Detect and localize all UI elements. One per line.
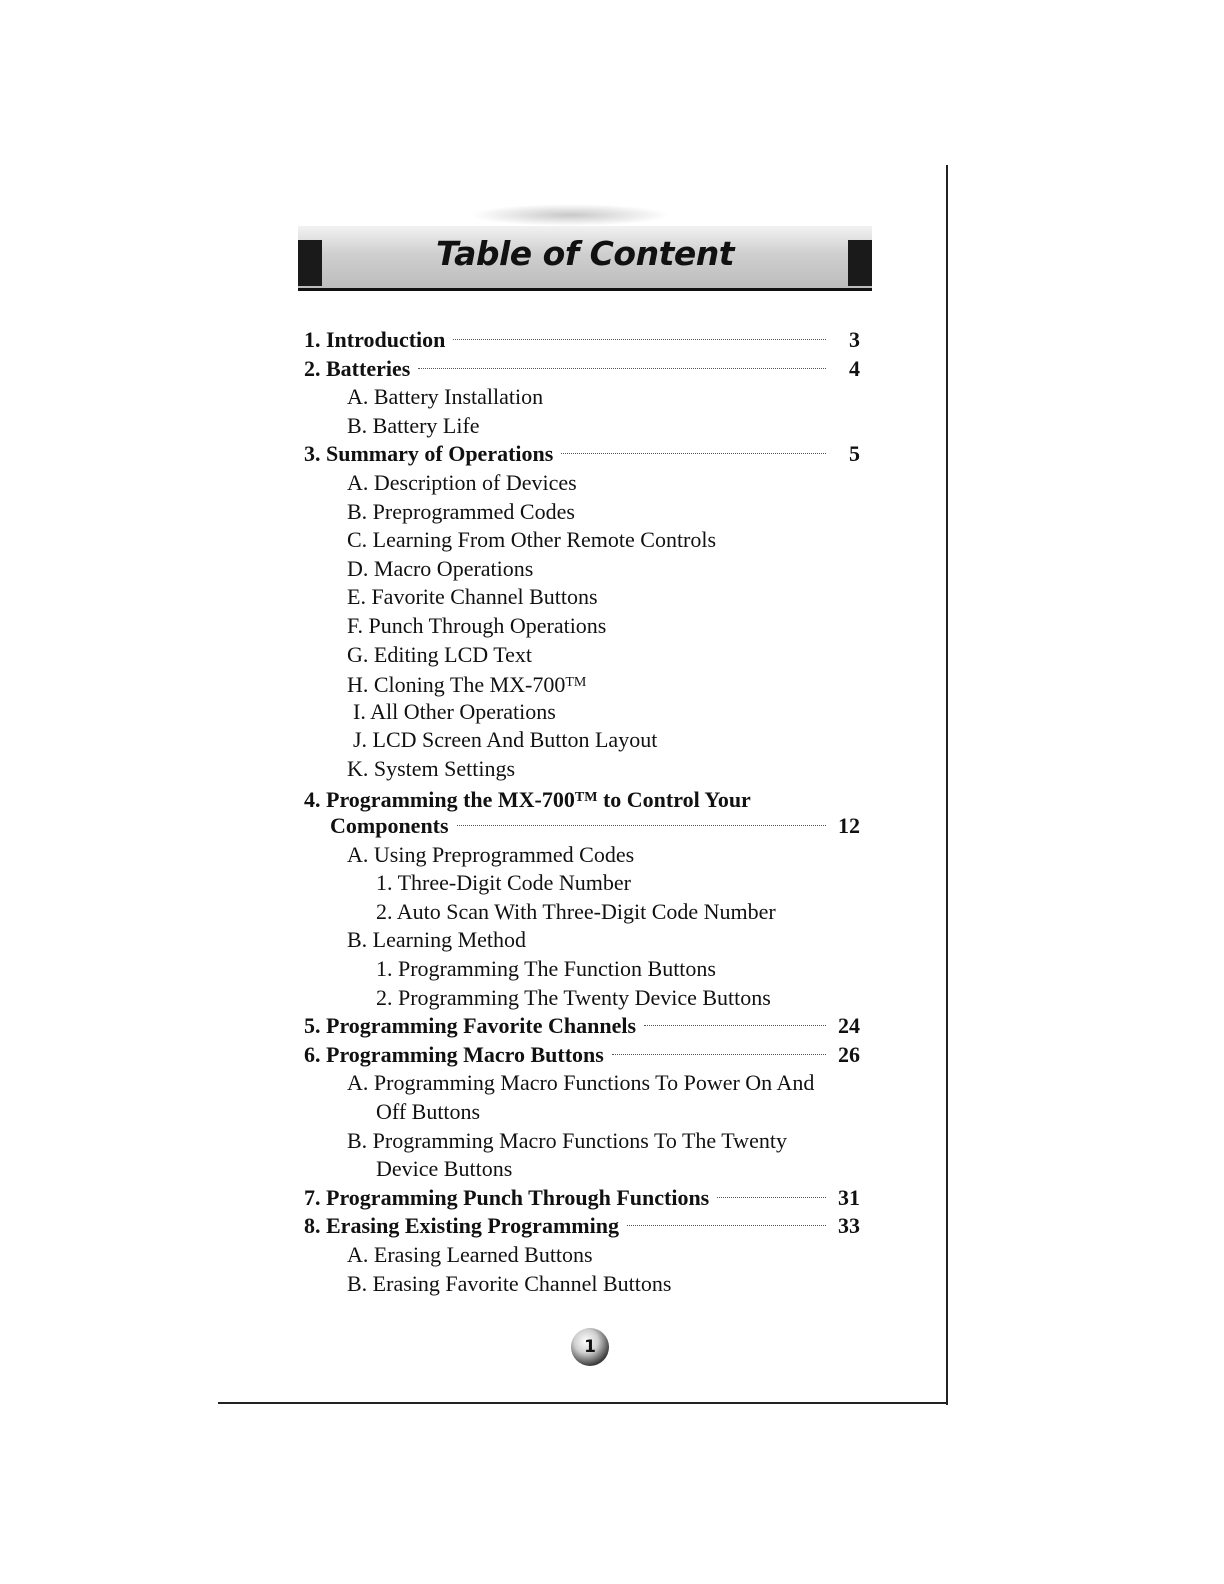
toc-subsubentry[interactable]: 2. Programming The Twenty Device Buttons <box>376 984 771 1010</box>
table-of-contents <box>304 326 860 1298</box>
toc-subentry[interactable]: A. Description of Devices <box>347 469 577 495</box>
toc-entry-4-cont[interactable] <box>304 812 860 841</box>
dot-leader <box>644 1025 826 1026</box>
toc-page-number: 3 <box>849 327 860 352</box>
page-title: Table of Content <box>436 234 734 273</box>
toc-subentry[interactable]: A. Using Preprogrammed Codes <box>347 841 635 867</box>
toc-page-number: 26 <box>838 1041 860 1067</box>
toc-entry-6[interactable] <box>304 1041 860 1070</box>
toc-subentry[interactable]: G. Editing LCD Text <box>347 641 533 667</box>
toc-subentry-cont[interactable]: Device Buttons <box>376 1156 513 1182</box>
toc-entry-7[interactable] <box>304 1184 860 1213</box>
toc-subentry[interactable]: A. Programming Macro Functions To Power On And <box>347 1070 815 1096</box>
dot-leader <box>627 1225 826 1226</box>
toc-subentry[interactable]: B. Battery Life <box>347 412 480 438</box>
title-banner <box>298 226 872 291</box>
toc-subsubentry[interactable]: 1. Three-Digit Code Number <box>376 870 631 896</box>
toc-subentry[interactable]: K. System Settings <box>347 755 516 781</box>
toc-page-number: 12 <box>838 813 860 839</box>
toc-entry-8[interactable] <box>304 1212 860 1241</box>
toc-subentry[interactable]: D. Macro Operations <box>347 555 534 581</box>
toc-subentry[interactable]: C. Learning From Other Remote Controls <box>347 527 717 553</box>
toc-page-number: 24 <box>838 1013 860 1039</box>
page-trim-right <box>946 165 948 1405</box>
toc-subentry[interactable]: F. Punch Through Operations <box>347 612 607 638</box>
toc-subsubentry[interactable]: 1. Programming The Function Buttons <box>376 956 716 982</box>
toc-entry-3[interactable] <box>304 440 860 469</box>
toc-subsubentry[interactable]: 2. Auto Scan With Three-Digit Code Number <box>376 898 776 924</box>
toc-page-number: 4 <box>849 355 860 381</box>
toc-page-number: 31 <box>838 1184 860 1210</box>
title-glow <box>470 204 670 226</box>
toc-subentry[interactable]: B. Learning Method <box>347 927 527 953</box>
dot-leader <box>453 339 826 340</box>
toc-subentry[interactable]: J. LCD Screen And Button Layout <box>353 727 658 753</box>
toc-entry-label: 4. Programming the MX-700 <box>304 786 575 812</box>
toc-entry-label: 3. Summary of Operations <box>304 441 554 467</box>
toc-subentry[interactable]: B. Preprogrammed Codes <box>347 498 575 524</box>
page-number: 1 <box>584 1337 596 1357</box>
toc-entry-label: 5. Programming Favorite Channels <box>304 1013 637 1039</box>
toc-subentry[interactable]: A. Erasing Learned Buttons <box>347 1242 593 1267</box>
toc-subentry[interactable]: A. Battery Installation <box>347 384 544 410</box>
toc-subentry[interactable] <box>304 669 860 698</box>
toc-subentry-label: H. Cloning The MX-700 <box>347 672 566 698</box>
page-trim-bottom <box>218 1402 948 1404</box>
dot-leader <box>457 825 826 826</box>
toc-entry-label: 8. Erasing Existing Programming <box>304 1213 619 1239</box>
toc-subentry[interactable]: I. All Other Operations <box>353 698 556 724</box>
toc-subentry[interactable]: B. Erasing Favorite Channel Buttons <box>347 1270 672 1296</box>
toc-page-number: 5 <box>849 441 860 467</box>
toc-subentry[interactable]: E. Favorite Channel Buttons <box>347 584 598 610</box>
toc-entry-label: 2. Batteries <box>304 355 411 381</box>
trademark-mark: TM <box>574 789 598 805</box>
toc-page-number: 33 <box>838 1213 860 1239</box>
toc-entry-label: 1. Introduction <box>304 327 446 352</box>
page-number-badge <box>571 1328 609 1366</box>
dot-leader <box>612 1054 826 1055</box>
toc-subentry-cont[interactable]: Off Buttons <box>376 1099 481 1125</box>
dot-leader <box>717 1197 826 1198</box>
toc-entry-label: 6. Programming Macro Buttons <box>304 1041 604 1067</box>
toc-entry-1[interactable] <box>304 326 860 355</box>
toc-subentry[interactable]: B. Programming Macro Functions To The Twenty <box>347 1127 787 1153</box>
dot-leader <box>561 453 826 454</box>
toc-entry-label: 7. Programming Punch Through Functions <box>304 1184 710 1210</box>
toc-entry-4[interactable] <box>304 784 860 813</box>
dot-leader <box>418 368 826 369</box>
toc-entry-label: Components <box>330 813 449 839</box>
toc-entry-5[interactable] <box>304 1012 860 1041</box>
toc-entry-label-cont: to Control Your <box>597 786 751 812</box>
trademark-mark: TM <box>565 675 587 691</box>
toc-entry-2[interactable] <box>304 355 860 384</box>
